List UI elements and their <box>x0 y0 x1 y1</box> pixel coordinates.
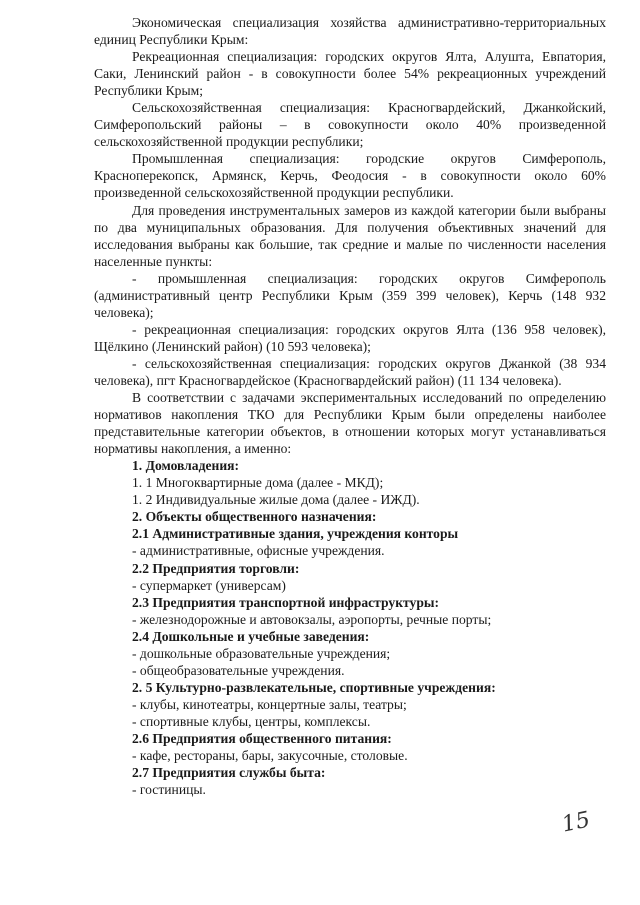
heading-culture-sport: 2. 5 Культурно-развлекательные, спортивные учреждения: <box>132 679 496 695</box>
heading-transport: 2.3 Предприятия транспортной инфраструктуры: <box>132 594 440 610</box>
heading-admin-buildings: 2.1 Административные здания, учреждения конторы <box>132 526 459 542</box>
item-preschool: - дошкольные образовательные учреждения; <box>132 645 391 661</box>
heading-households: 1. Домовладения: <box>132 458 240 474</box>
item-clubs-theaters: - клубы, кинотеатры, концертные залы, театры; <box>132 696 407 712</box>
item-admin-offices: - административные, офисные учреждения. <box>132 543 385 559</box>
handwritten-page-number: 15 <box>559 807 593 838</box>
document-body <box>94 14 606 798</box>
item-supermarket: - супермаркет (универсам) <box>132 577 286 593</box>
list-item-industrial: - промышленная специализация: городских округов Симферополь (административный центр Республики Крым (359 399 человек), Керчь (148 932 человека); <box>94 270 606 320</box>
paragraph-specialization-intro: Экономическая специализация хозяйства административно-территориальных единиц Республики Крым: <box>94 15 606 48</box>
paragraph-categories: В соответствии с задачами экспериментальных исследований по определению нормативов накопления ТКО для Республики Крым были определены наиболее представительные категории объектов, в отношении которых могут устанавливаться нормативы накопления, а именно: <box>94 390 606 457</box>
item-hotels: - гостиницы. <box>132 782 206 798</box>
item-sport-clubs: - спортивные клубы, центры, комплексы. <box>132 713 371 729</box>
heading-trade: 2.2 Предприятия торговли: <box>132 560 300 576</box>
item-schools: - общеобразовательные учреждения. <box>132 662 345 678</box>
item-cafes: - кафе, рестораны, бары, закусочные, столовые. <box>132 748 408 764</box>
paragraph-recreational: Рекреационная специализация: городских округов Ялта, Алушта, Евпатория, Саки, Ленинский район - в совокупности более 54% рекреационных учреждений Республики Крым; <box>94 49 606 99</box>
paragraph-measurements: Для проведения инструментальных замеров из каждой категории были выбраны по два муниципальных образования. Для получения объективных значений для исследования выбраны как большие, так средние и малые по численности населения населенные пункты: <box>94 202 606 269</box>
heading-public-objects: 2. Объекты общественного назначения: <box>132 509 377 525</box>
item-stations: - железнодорожные и автовокзалы, аэропорты, речные порты; <box>132 611 492 627</box>
item-izhd: 1. 2 Индивидуальные жилые дома (далее - ИЖД). <box>132 492 420 508</box>
heading-catering: 2.6 Предприятия общественного питания: <box>132 730 392 746</box>
list-item-agricultural: - сельскохозяйственная специализация: городских округов Джанкой (38 934 человека), пгт Красногвардейское (Красногвардейский район) (11 134 человека). <box>94 355 606 388</box>
paragraph-agricultural: Сельскохозяйственная специализация: Красногвардейский, Джанкойский, Симферопольский районы – в совокупности около 40% произведенной сельскохозяйственной продукции республики; <box>94 100 606 150</box>
heading-education: 2.4 Дошкольные и учебные заведения: <box>132 628 370 644</box>
paragraph-industrial: Промышленная специализация: городские округов Симферополь, Красноперекопск, Армянск, Керчь, Феодосия - в совокупности около 60% произведенной сельскохозяйственной продукции республики. <box>94 151 606 201</box>
item-mkd: 1. 1 Многоквартирные дома (далее - МКД); <box>132 475 384 491</box>
heading-services: 2.7 Предприятия службы быта: <box>132 765 326 781</box>
list-item-recreational: - рекреационная специализация: городских округов Ялта (136 958 человек), Щёлкино (Ленинский район) (10 593 человека); <box>94 321 606 354</box>
